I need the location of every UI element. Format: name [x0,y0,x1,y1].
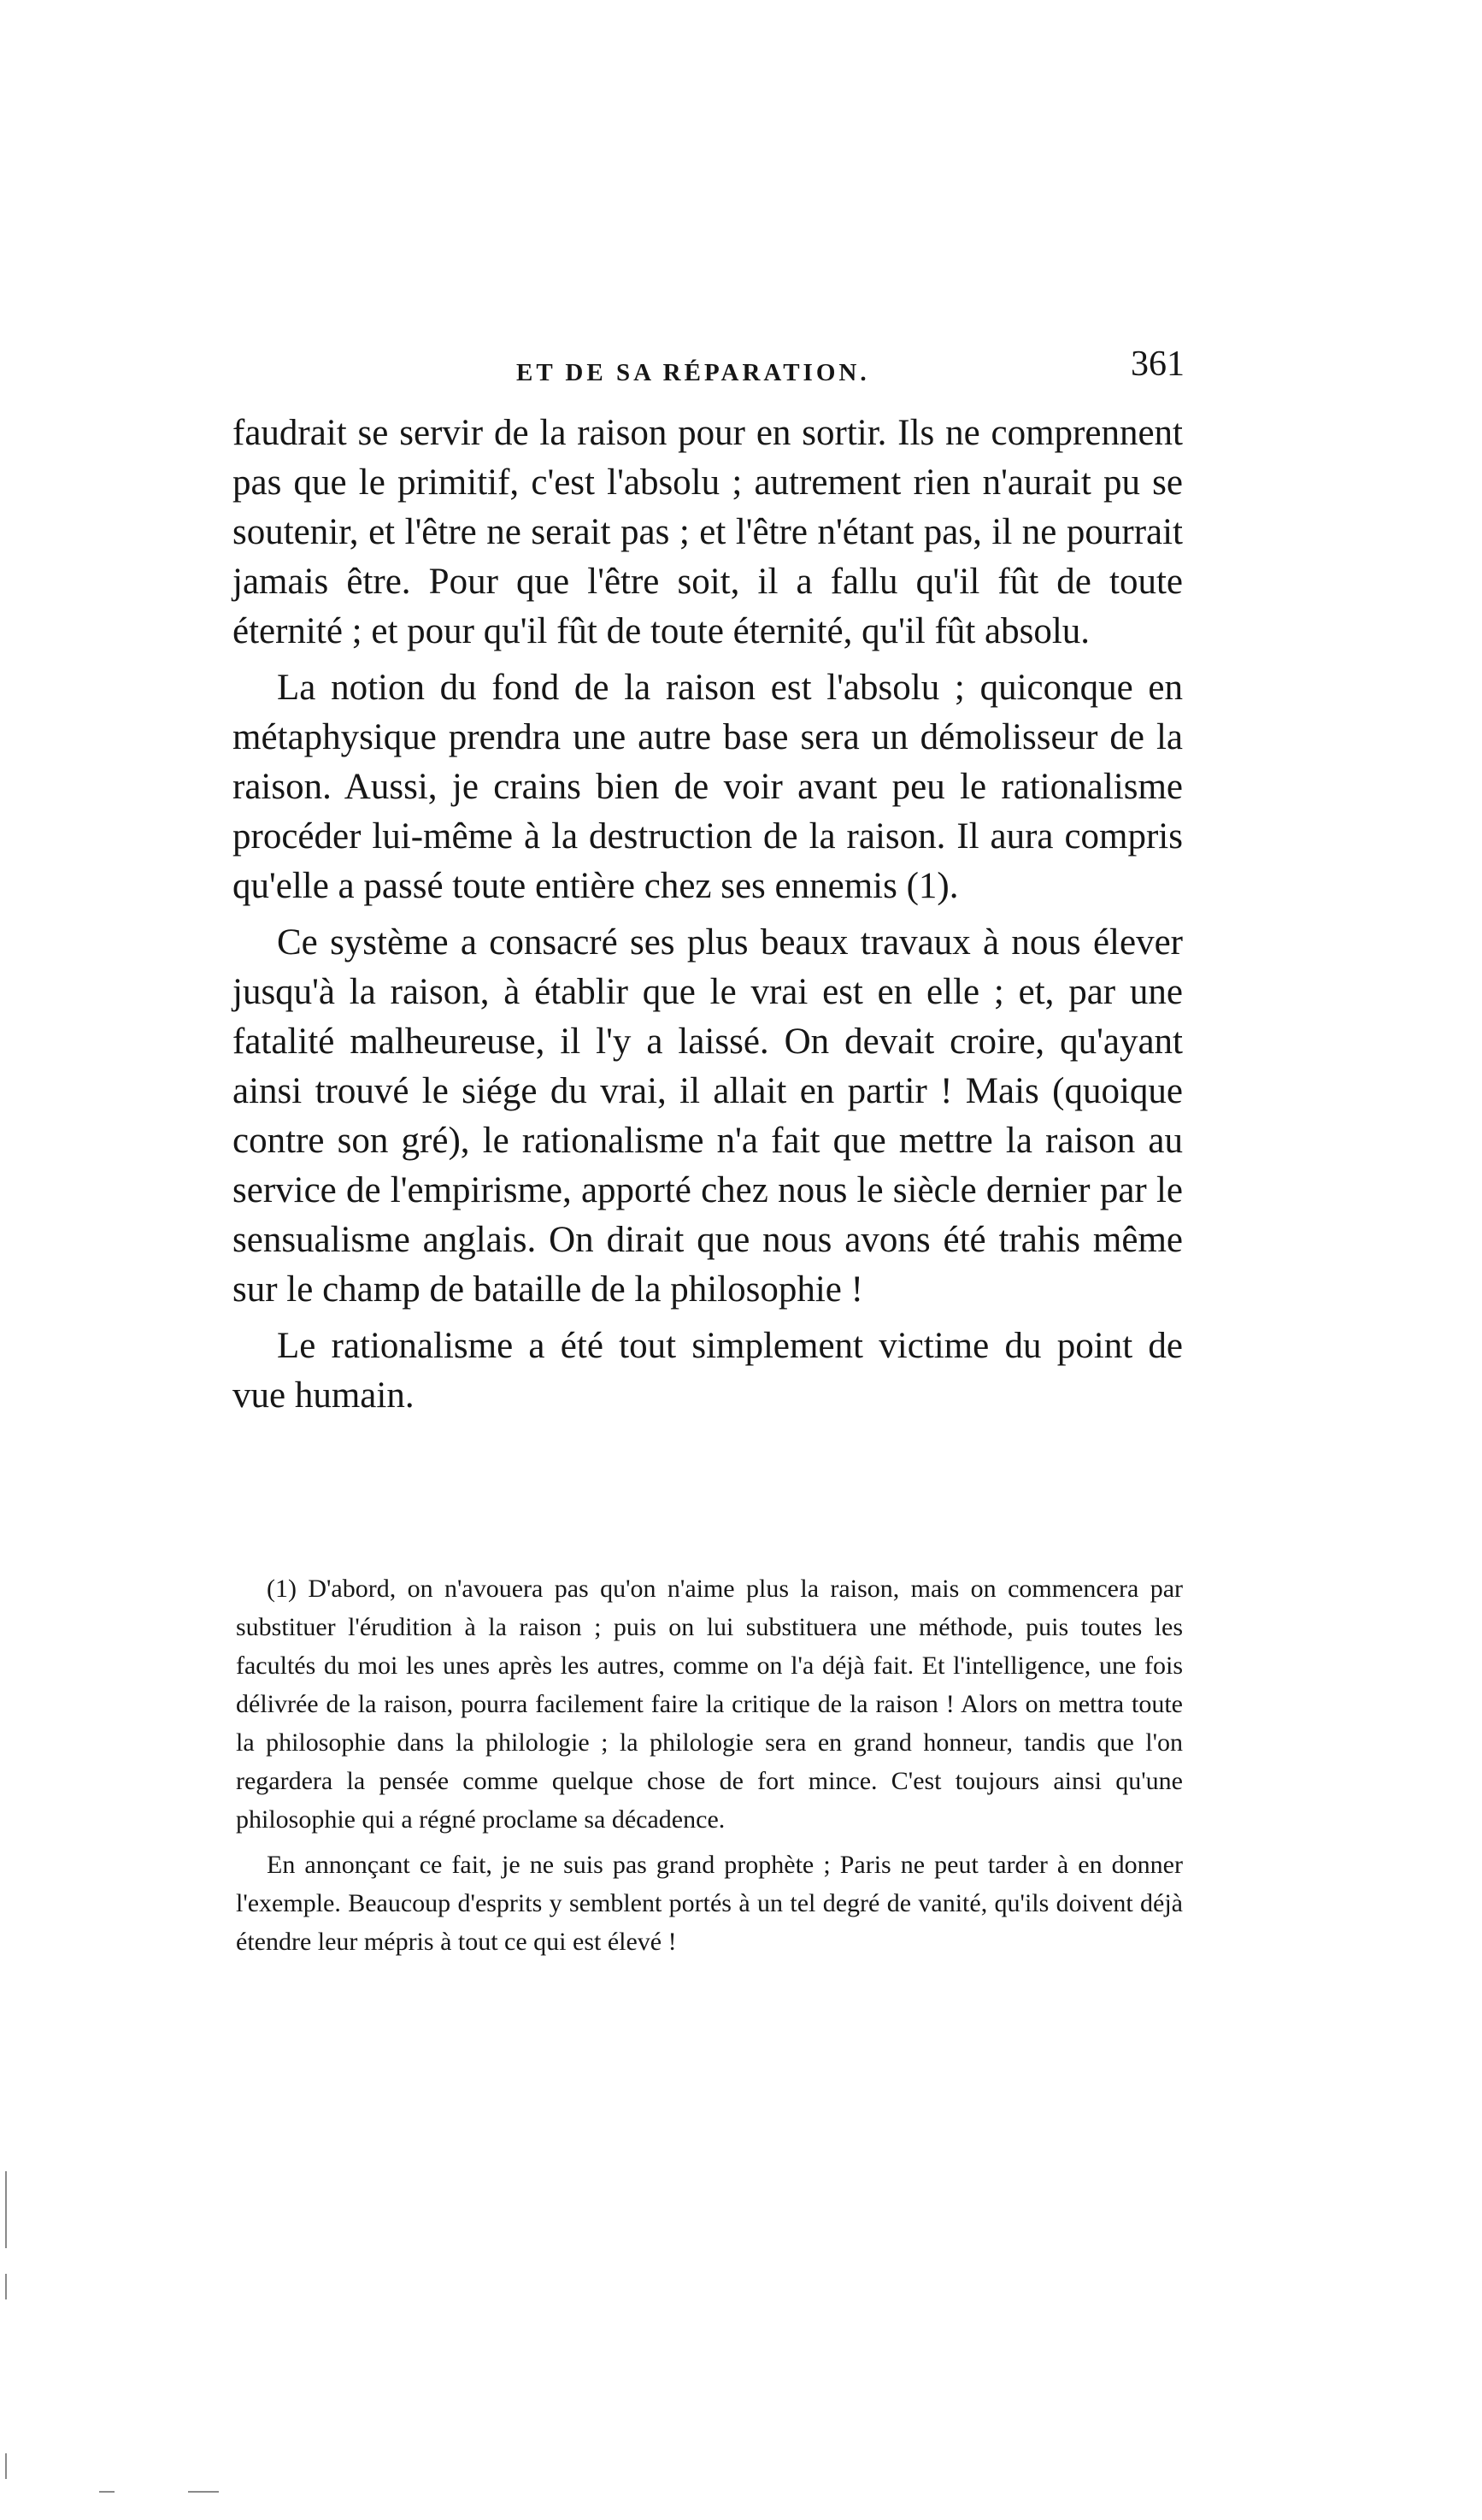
paragraph-4: Le rationalisme a été tout simplement victime du point de vue humain. [232,1326,1183,1416]
footnote-1-continued: En annonçant ce fait, je ne suis pas grand prophète ; Paris ne peut tarder à en donner l'exemple. Beaucoup d'esprits y semblent portés à un tel degré de vanité, qu'ils doivent déjà étendre leur mépris à tout ce qui est élevé ! [236,1851,1183,1956]
scan-edge-mark [5,2171,7,2248]
paragraph-2: La notion du fond de la raison est l'absolu ; quiconque en métaphysique prendra une autre base sera un démolisseur de la raison. Aussi, je crains bien de voir avant peu le rationalisme procéder lui-même à la destruction de la raison. Il aura compris qu'elle a passé toute entière chez ses ennemis (1). [232,668,1183,906]
paragraph-1: faudrait se servir de la raison pour en sortir. Ils ne comprennent pas que le primitif, c'est l'absolu ; autrement rien n'aurait pu se soutenir, et l'être ne serait pas ; et l'être n'étant pas, il ne pourrait jamais être. Pour que l'être soit, il a fallu qu'il fût de toute éternité ; et pour qu'il fût de toute éternité, qu'il fût absolu. [232,413,1183,651]
main-text [232,409,1183,1428]
page-number: 361 [1131,344,1185,384]
running-title: ET DE SA RÉPARATION. [516,359,870,386]
running-head [234,344,1185,395]
footnotes [236,1569,1183,1968]
paragraph-3: Ce système a consacré ses plus beaux travaux à nous élever jusqu'à la raison, à établir que le vrai est en elle ; et, par une fatalité malheureuse, il l'y a laissé. On devait croire, qu'ayant ainsi trouvé le siége du vrai, il allait en partir ! Mais (quoique contre son gré), le rationalisme n'a fait que mettre la raison au service de l'empirisme, apporté chez nous le siècle dernier par le sensualisme anglais. On dirait que nous avons été trahis même sur le champ de bataille de la philosophie ! [232,922,1183,1310]
scan-edge-mark [5,2274,7,2299]
scan-edge-mark [188,2491,219,2493]
scan-edge-mark [99,2491,115,2493]
footnote-1: (1) D'abord, on n'avouera pas qu'on n'aime plus la raison, mais on commencera par substituer l'érudition à la raison ; puis on lui substituera une méthode, puis toutes les facultés du moi les unes après les autres, comme on l'a déjà fait. Et l'intelligence, une fois délivrée de la raison, pourra facilement faire la critique de la raison ! Alors on mettra toute la philosophie dans la philologie ; la philologie sera en grand honneur, tandis que l'on regardera la pensée comme quelque chose de fort mince. C'est toujours ainsi qu'une philosophie qui a régné proclame sa décadence. [236,1575,1183,1834]
scan-edge-mark [5,2453,7,2479]
